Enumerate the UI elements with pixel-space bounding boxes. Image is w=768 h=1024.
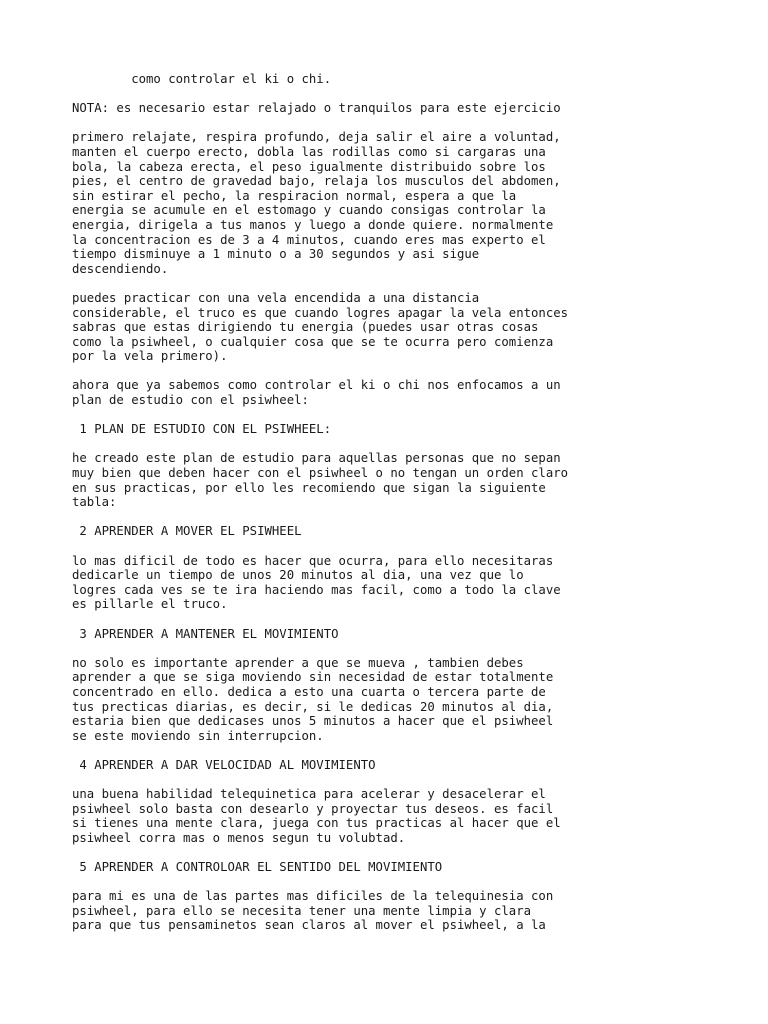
- text-line: 4 APRENDER A DAR VELOCIDAD AL MOVIMIENTO: [72, 757, 376, 772]
- text-line: una buena habilidad telequinetica para acelerar y desacelerar el: [72, 787, 546, 802]
- document-text: [72, 72, 732, 948]
- text-line: 3 APRENDER A MANTENER EL MOVIMIENTO: [72, 626, 339, 641]
- text-line: dedicarle un tiempo de unos 20 minutos al dia, una vez que lo: [72, 568, 524, 583]
- text-line: puedes practicar con una vela encendida a una distancia: [72, 290, 480, 305]
- text-line: se este moviendo sin interrupcion.: [72, 728, 324, 743]
- text-line: aprender a que se siga moviendo sin necesidad de estar totalmente: [72, 670, 554, 685]
- text-line: en sus practicas, por ello les recomiendo que sigan la siguiente: [72, 480, 546, 495]
- text-line: energia, dirigela a tus manos y luego a donde quiere. normalmente: [72, 217, 554, 232]
- text-line: concentrado en ello. dedica a esto una cuarta o tercera parte de: [72, 684, 546, 699]
- text-line: 1 PLAN DE ESTUDIO CON EL PSIWHEEL:: [72, 422, 332, 437]
- text-line: tiempo disminuye a 1 minuto o a 30 segundos y asi sigue: [72, 247, 480, 262]
- text-line: manten el cuerpo erecto, dobla las rodillas como si cargaras una: [72, 144, 546, 159]
- text-line: descendiendo.: [72, 261, 169, 276]
- section-heading: [72, 758, 732, 773]
- paragraph: [72, 101, 732, 116]
- text-line: para que tus pensaminetos sean claros al mover el psiwheel, a la: [72, 918, 546, 933]
- paragraph: [72, 554, 732, 612]
- section-heading: [72, 627, 732, 642]
- text-line: pies, el centro de gravedad bajo, relaja los musculos del abdomen,: [72, 174, 561, 189]
- text-line: por la vela primero).: [72, 349, 228, 364]
- text-line: NOTA: es necesario estar relajado o tranquilos para este ejercicio: [72, 101, 561, 116]
- text-line: ahora que ya sabemos como controlar el ki o chi nos enfocamos a un: [72, 378, 561, 393]
- section-heading: [72, 422, 732, 437]
- paragraph: [72, 130, 732, 276]
- text-line: psiwheel, para ello se necesita tener una mente limpia y clara: [72, 903, 532, 918]
- text-line: energia se acumule en el estomago y cuando consigas controlar la: [72, 203, 546, 218]
- text-line: es pillarle el truco.: [72, 597, 228, 612]
- text-line: psiwheel corra mas o menos segun tu volubtad.: [72, 830, 406, 845]
- text-line: muy bien que deben hacer con el psiwheel o no tengan un orden claro: [72, 466, 569, 481]
- text-line: he creado este plan de estudio para aquellas personas que no sepan: [72, 451, 561, 466]
- text-line: sabras que estas dirigiendo tu energia (puedes usar otras cosas: [72, 320, 539, 335]
- text-line: sin estirar el pecho, la respiracion normal, espera a que la: [72, 188, 517, 203]
- text-line: logres cada ves se te ira haciendo mas facil, como a todo la clave: [72, 582, 561, 597]
- text-line: plan de estudio con el psiwheel:: [72, 393, 309, 408]
- text-line: primero relajate, respira profundo, deja salir el aire a voluntad,: [72, 130, 561, 145]
- text-line: como la psiwheel, o cualquier cosa que se te ocurra pero comienza: [72, 334, 554, 349]
- text-line: como controlar el ki o chi.: [72, 72, 332, 86]
- section-heading: [72, 524, 732, 539]
- text-line: lo mas dificil de todo es hacer que ocurra, para ello necesitaras: [72, 553, 554, 568]
- paragraph: [72, 787, 732, 845]
- paragraph: [72, 291, 732, 364]
- text-line: tus precticas diarias, es decir, si le dedicas 20 minutos al dia,: [72, 699, 554, 714]
- text-line: bola, la cabeza erecta, el peso igualmente distribuido sobre los: [72, 159, 546, 174]
- document-title: [72, 72, 732, 87]
- paragraph: [72, 451, 732, 509]
- text-line: la concentracion es de 3 a 4 minutos, cuando eres mas experto el: [72, 232, 546, 247]
- text-line: 5 APRENDER A CONTROLOAR EL SENTIDO DEL MOVIMIENTO: [72, 860, 443, 875]
- text-line: 2 APRENDER A MOVER EL PSIWHEEL: [72, 524, 302, 539]
- text-line: no solo es importante aprender a que se mueva , tambien debes: [72, 655, 524, 670]
- section-heading: [72, 860, 732, 875]
- text-line: considerable, el truco es que cuando logres apagar la vela entonces: [72, 305, 569, 320]
- paragraph: [72, 889, 732, 933]
- paragraph: [72, 378, 732, 407]
- text-line: para mi es una de las partes mas dificiles de la telequinesia con: [72, 889, 554, 904]
- text-line: si tienes una mente clara, juega con tus practicas al hacer que el: [72, 816, 561, 831]
- paragraph: [72, 656, 732, 744]
- text-line: estaria bien que dedicases unos 5 minutos a hacer que el psiwheel: [72, 714, 554, 729]
- text-line: psiwheel solo basta con desearlo y proyectar tus deseos. es facil: [72, 801, 554, 816]
- text-line: tabla:: [72, 495, 117, 510]
